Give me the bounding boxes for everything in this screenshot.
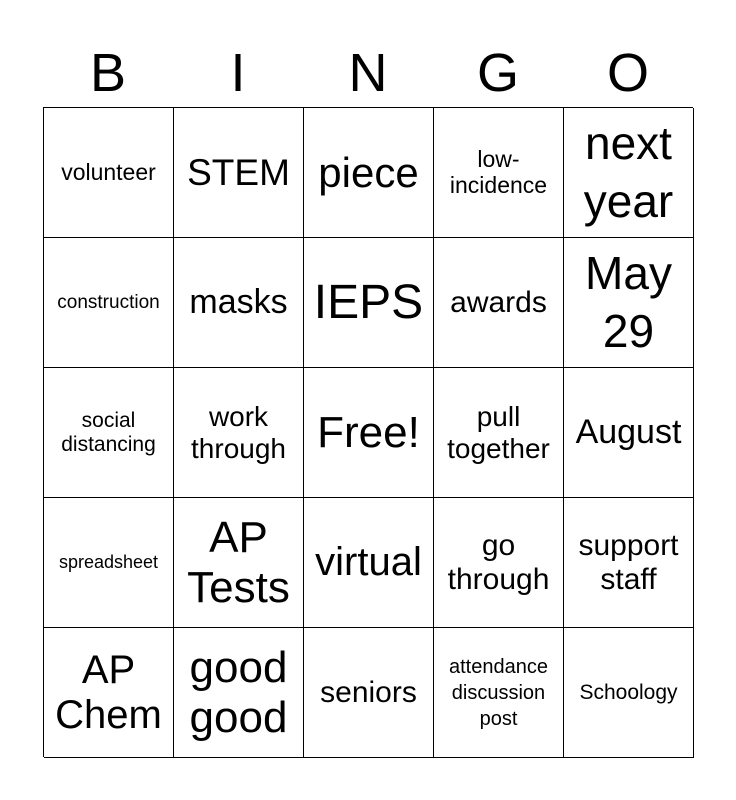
bingo-cell[interactable]	[44, 498, 174, 628]
bingo-cell[interactable]	[304, 368, 434, 498]
bingo-cell[interactable]	[564, 238, 694, 368]
bingo-cell[interactable]	[304, 628, 434, 758]
cell-label: AP Chem	[55, 647, 162, 737]
header-letter-o: O	[606, 43, 649, 103]
cell-label: May 29	[585, 247, 672, 357]
bingo-cell[interactable]	[174, 238, 304, 368]
bingo-cell[interactable]	[44, 108, 174, 238]
cell-label: AP Tests	[187, 513, 290, 612]
bingo-cell[interactable]	[174, 108, 304, 238]
bingo-cell[interactable]	[564, 108, 694, 238]
cell-label: volunteer	[61, 158, 156, 185]
bingo-cell[interactable]	[174, 368, 304, 498]
bingo-cell[interactable]	[304, 238, 434, 368]
bingo-cell[interactable]	[434, 108, 564, 238]
cell-label: piece	[318, 148, 419, 196]
cell-label: spreadsheet	[58, 552, 159, 573]
cell-label: masks	[189, 283, 288, 322]
bingo-cell[interactable]	[174, 498, 304, 628]
cell-label: IEPS	[313, 275, 424, 329]
bingo-cell[interactable]	[304, 108, 434, 238]
cell-label: work through	[191, 401, 286, 464]
cell-label: seniors	[320, 675, 417, 709]
cell-label: STEM	[187, 151, 290, 193]
header-letter-b: B	[89, 43, 127, 103]
cell-label: construction	[57, 291, 160, 313]
bingo-cell[interactable]	[44, 628, 174, 758]
cell-label: virtual	[315, 540, 422, 585]
header-letter-n: N	[348, 43, 388, 103]
cell-label: attendance discussion post	[449, 655, 548, 730]
bingo-cell[interactable]	[174, 628, 304, 758]
bingo-cell[interactable]	[564, 498, 694, 628]
bingo-cell[interactable]	[564, 368, 694, 498]
cell-label: go through	[447, 528, 550, 596]
cell-label: good good	[189, 643, 288, 742]
cell-label: August	[575, 413, 682, 452]
cell-label: Schoology	[579, 680, 678, 704]
bingo-cell[interactable]	[434, 238, 564, 368]
bingo-cell[interactable]	[434, 498, 564, 628]
header-letter-g: G	[476, 43, 519, 103]
cell-label: Free!	[317, 407, 420, 457]
cell-label: support staff	[578, 528, 679, 596]
cell-label: pull together	[447, 401, 550, 464]
bingo-cell[interactable]	[434, 368, 564, 498]
cell-label: awards	[450, 285, 547, 319]
header-letter-i: I	[230, 43, 246, 103]
bingo-cell[interactable]	[44, 238, 174, 368]
bingo-cell[interactable]	[44, 368, 174, 498]
bingo-cell[interactable]	[564, 628, 694, 758]
cell-label: next year	[583, 117, 674, 227]
bingo-board	[43, 107, 693, 757]
bingo-cell[interactable]	[434, 628, 564, 758]
cell-label: low- incidence	[449, 145, 548, 198]
bingo-header	[43, 40, 693, 106]
cell-label: social distancing	[61, 408, 156, 456]
bingo-cell[interactable]	[304, 498, 434, 628]
